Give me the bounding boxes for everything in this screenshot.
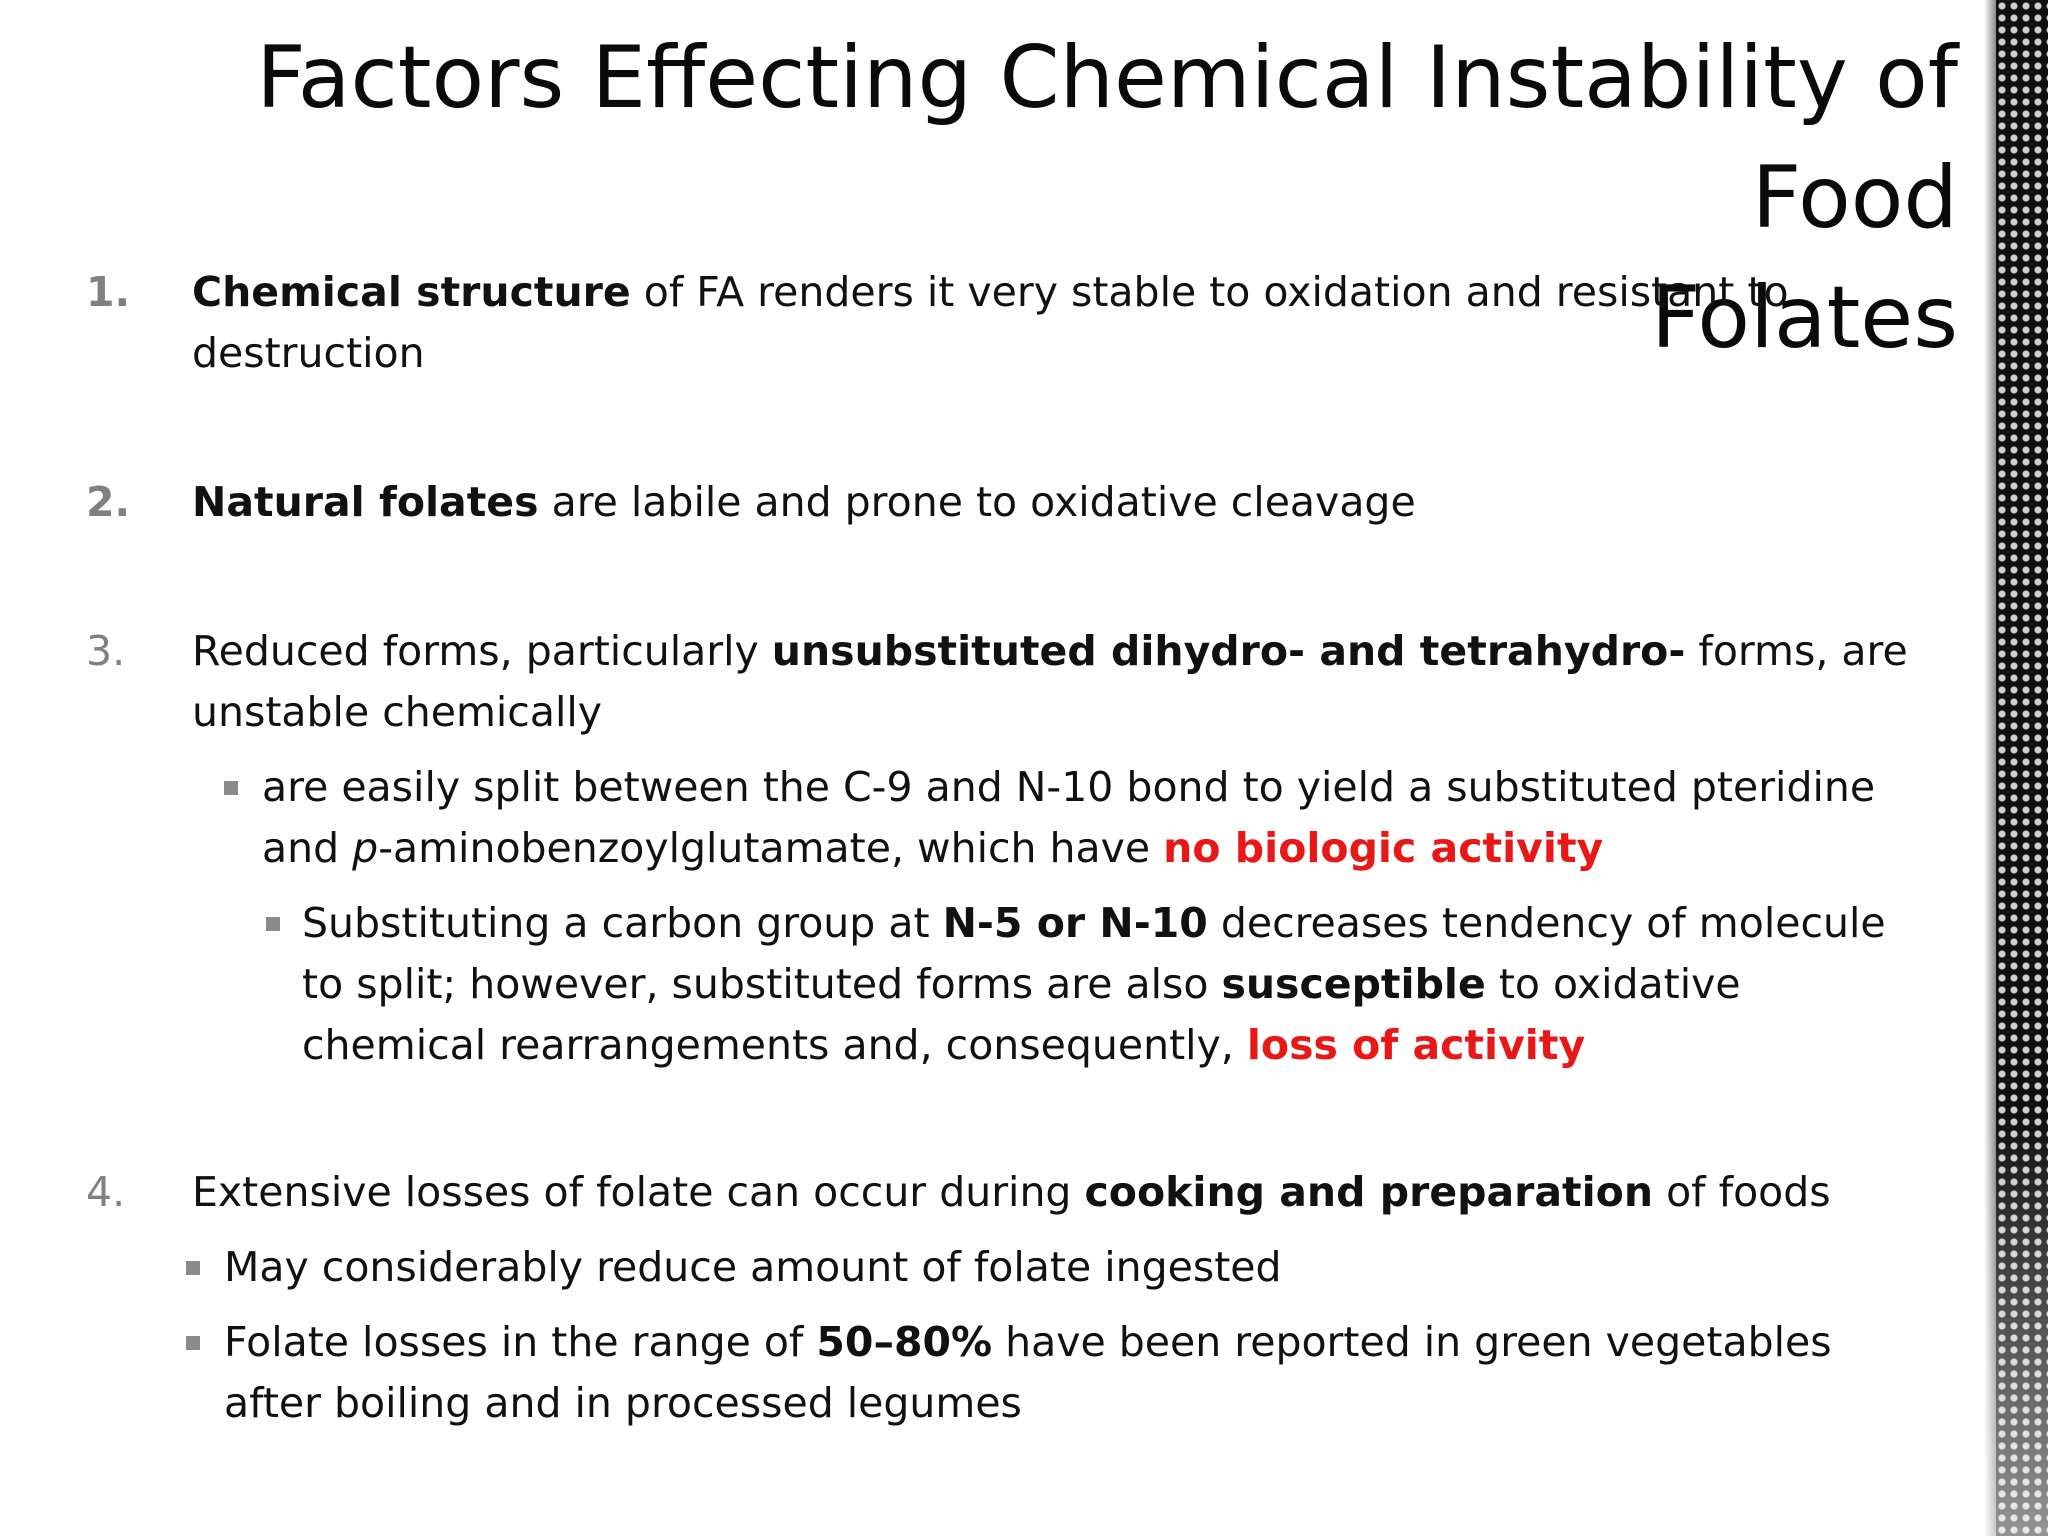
decorative-side-border [1984,0,2048,1536]
list-item-3 [86,621,1916,1076]
list-item-bold: cooking and preparation [1084,1168,1654,1216]
list-item-1 [86,262,1916,384]
sub-sub-bullet-bold: susceptible [1221,960,1486,1008]
list-item-bold: Natural folates [192,478,539,526]
sub-bullet-text: have been reported in green vegetables after boiling and in processed legumes [224,1318,1832,1427]
list-item-bold: Chemical structure [192,268,631,316]
sub-sub-bullet [262,893,1916,1076]
list-item-bold: unsubstituted dihydro- and tetrahydro- [771,627,1686,675]
list-item-text: are labile and prone to oxidative cleavage [538,478,1416,526]
list-number: 2. [86,478,131,526]
square-bullet-icon [186,1336,200,1350]
list-item-text: forms, are unstable chemically [192,627,1908,736]
sub-bullet-text: -aminobenzoylglutamate, which have [378,824,1164,872]
slide-title-line-2: Folates [1650,268,1958,368]
square-bullet-icon [186,1261,200,1275]
list-number: 1. [86,268,131,316]
sub-bullet [190,757,1916,1076]
highlight-red: loss of activity [1246,1021,1586,1069]
list-item-text: Extensive losses of folate can occur during [192,1168,1085,1216]
list-number: 3. [86,627,126,675]
slide-body [86,262,1916,1434]
sub-bullet-text: May considerably reduce amount of folate ingested [224,1243,1282,1291]
list-item-text: Reduced forms, particularly [192,627,772,675]
sub-bullet [192,1312,1916,1434]
list-number: 4. [86,1168,126,1216]
list-item-text: of foods [1653,1168,1831,1216]
list-item-4 [86,1162,1916,1434]
highlight-red: no biologic activity [1163,824,1604,872]
sub-bullet-bold: 50–80% [816,1318,993,1366]
square-bullet-icon [266,917,280,931]
list-item-text: of FA renders it very stable to oxidation and resistant to destruction [192,268,1789,377]
sub-bullet-text: are easily split between the C-9 and N-10 bond to yield a substituted pteridine and [262,763,1876,872]
sub-sub-bullet-text: to oxidative chemical rearrangements and, consequently, [302,960,1741,1069]
list-item-2 [86,472,1916,533]
sub-sub-bullet-bold: N-5 or N-10 [942,899,1208,947]
sub-bullet-text: Folate losses in the range of [224,1318,817,1366]
square-bullet-icon [224,781,238,795]
sub-sub-bullet-text: decreases tendency of molecule to split; however, substituted forms are also [302,899,1886,1008]
sub-bullet [192,1237,1916,1298]
slide-title-line-1: Factors Effecting Chemical Instability of Food [256,28,1958,248]
sub-bullet-italic: p [352,824,379,872]
sub-sub-bullet-text: Substituting a carbon group at [302,899,943,947]
